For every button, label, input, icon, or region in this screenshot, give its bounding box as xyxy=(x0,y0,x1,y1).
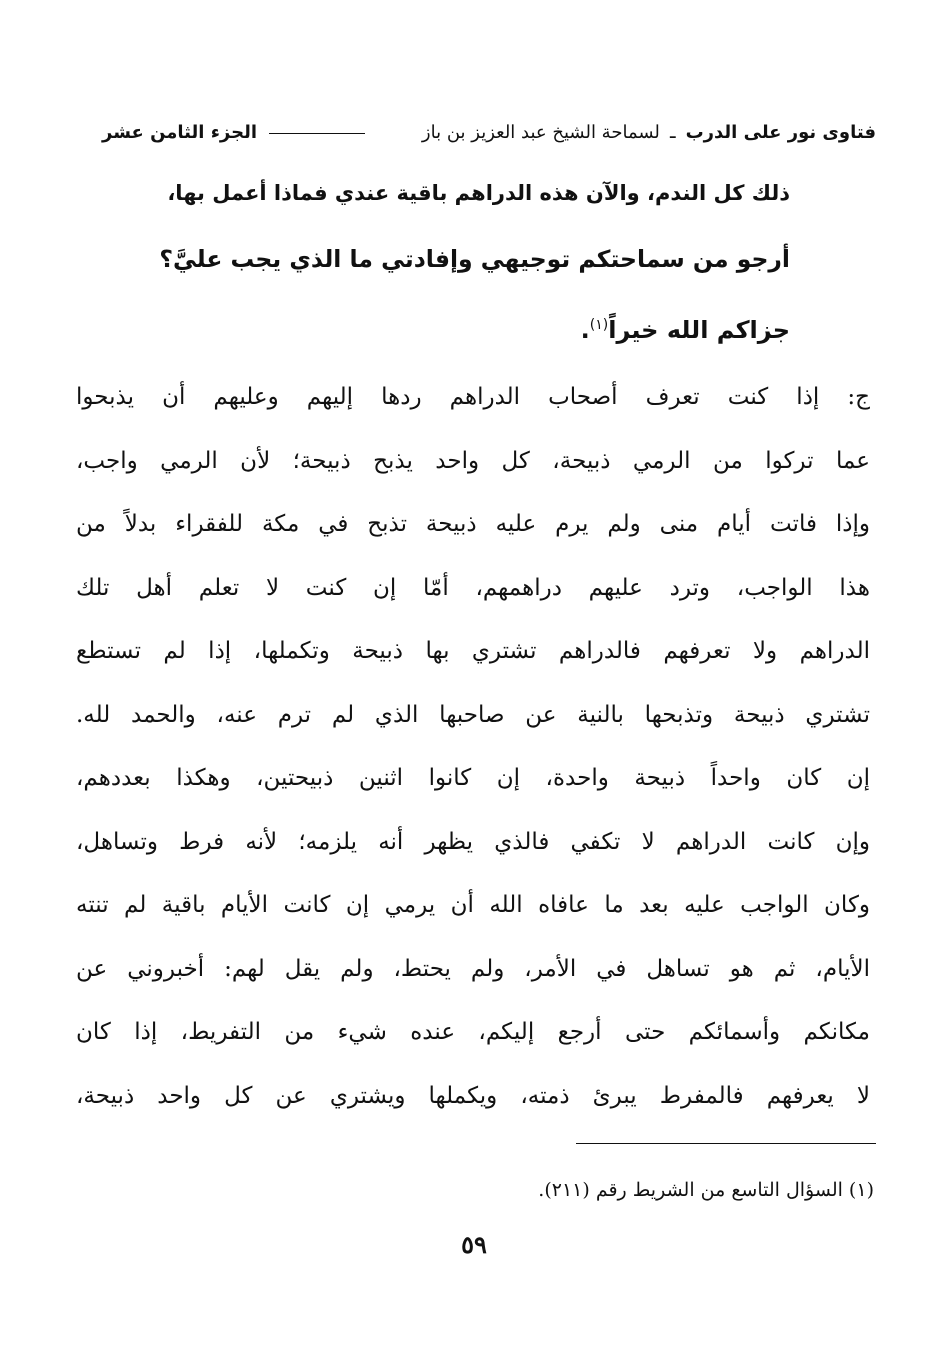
header-rule xyxy=(269,133,365,134)
question-line-last xyxy=(158,292,790,363)
header-series-title: فتاوى نور على الدرب xyxy=(685,122,876,143)
page-number: ٥٩ xyxy=(461,1230,487,1259)
footnote-reference: (١) xyxy=(589,317,609,333)
question-line-text: جزاكم الله خيراً xyxy=(608,316,790,344)
footnote-separator xyxy=(576,1143,876,1144)
answer-line: الدراهم ولا تعرفهم فالدراهم تشتري بها ذبيحة وتكملها، إذا لم تستطع xyxy=(76,638,870,664)
answer-line: وإن كانت الدراهم لا تكفي فالذي يظهر أنه يلزمه؛ لأنه فرط وتساهل، xyxy=(76,828,870,855)
question-line: ذلك كل الندم، والآن هذه الدراهم باقية عندي فماذا أعمل بها، xyxy=(167,181,790,205)
answer-line: هذا الواجب، وترد عليهم دراهمهم، أمّا إن كنت لا تعلم أهل تلك xyxy=(76,574,870,601)
question-block xyxy=(158,160,790,363)
answer-line: وكان الواجب عليه بعد ما عافاه الله أن يرمي إن كانت الأيام باقية لم تنته xyxy=(76,892,870,918)
answer-line: ج: إذا كنت تعرف أصحاب الدراهم ردها إليهم وعليهم أن يذبحوا xyxy=(76,384,870,410)
answer-block xyxy=(76,366,870,1128)
running-header xyxy=(102,112,876,152)
header-volume: الجزء الثامن عشر xyxy=(102,122,258,143)
question-end-mark: . xyxy=(580,316,590,344)
answer-line: تشتري ذبيحة وتذبحها بالنية عن صاحبها الذي لم ترم عنه، والحمد لله. xyxy=(76,701,870,728)
header-author: لسماحة الشيخ عبد العزيز بن باز xyxy=(421,122,660,143)
answer-line: لا يعرفهم فالمفرط يبرئ ذمته، ويكملها ويشتري عن كل واحد ذبيحة، xyxy=(76,1082,870,1109)
header-volume-group xyxy=(102,121,371,143)
answer-line: عما تركوا من الرمي ذبيحة، كل واحد يذبح ذبيحة؛ لأن الرمي واجب، xyxy=(76,447,870,474)
header-title xyxy=(422,121,876,143)
footnote: (١) السؤال التاسع من الشريط رقم (٢١١). xyxy=(538,1179,874,1201)
answer-line: وإذا فاتت أيام منى ولم يرم عليه ذبيحة تذبح في مكة للفقراء بدلاً من xyxy=(76,511,870,537)
header-dash: ـ xyxy=(669,121,676,143)
answer-line: الأيام، ثم هو تساهل في الأمر، ولم يحتط، ولم يقل لهم: أخبروني عن xyxy=(76,955,870,982)
question-line: أرجو من سماحتكم توجيهي وإفادتي ما الذي يجب عليَّ؟ xyxy=(159,245,790,273)
answer-line: إن كان واحداً ذبيحة واحدة، إن كانوا اثنين ذبيحتين، وهكذا بعددهم، xyxy=(76,765,870,791)
answer-line: مكانكم وأسمائكم حتى أرجع إليكم، عنده شيء من التفريط، إذا كان xyxy=(76,1019,870,1045)
